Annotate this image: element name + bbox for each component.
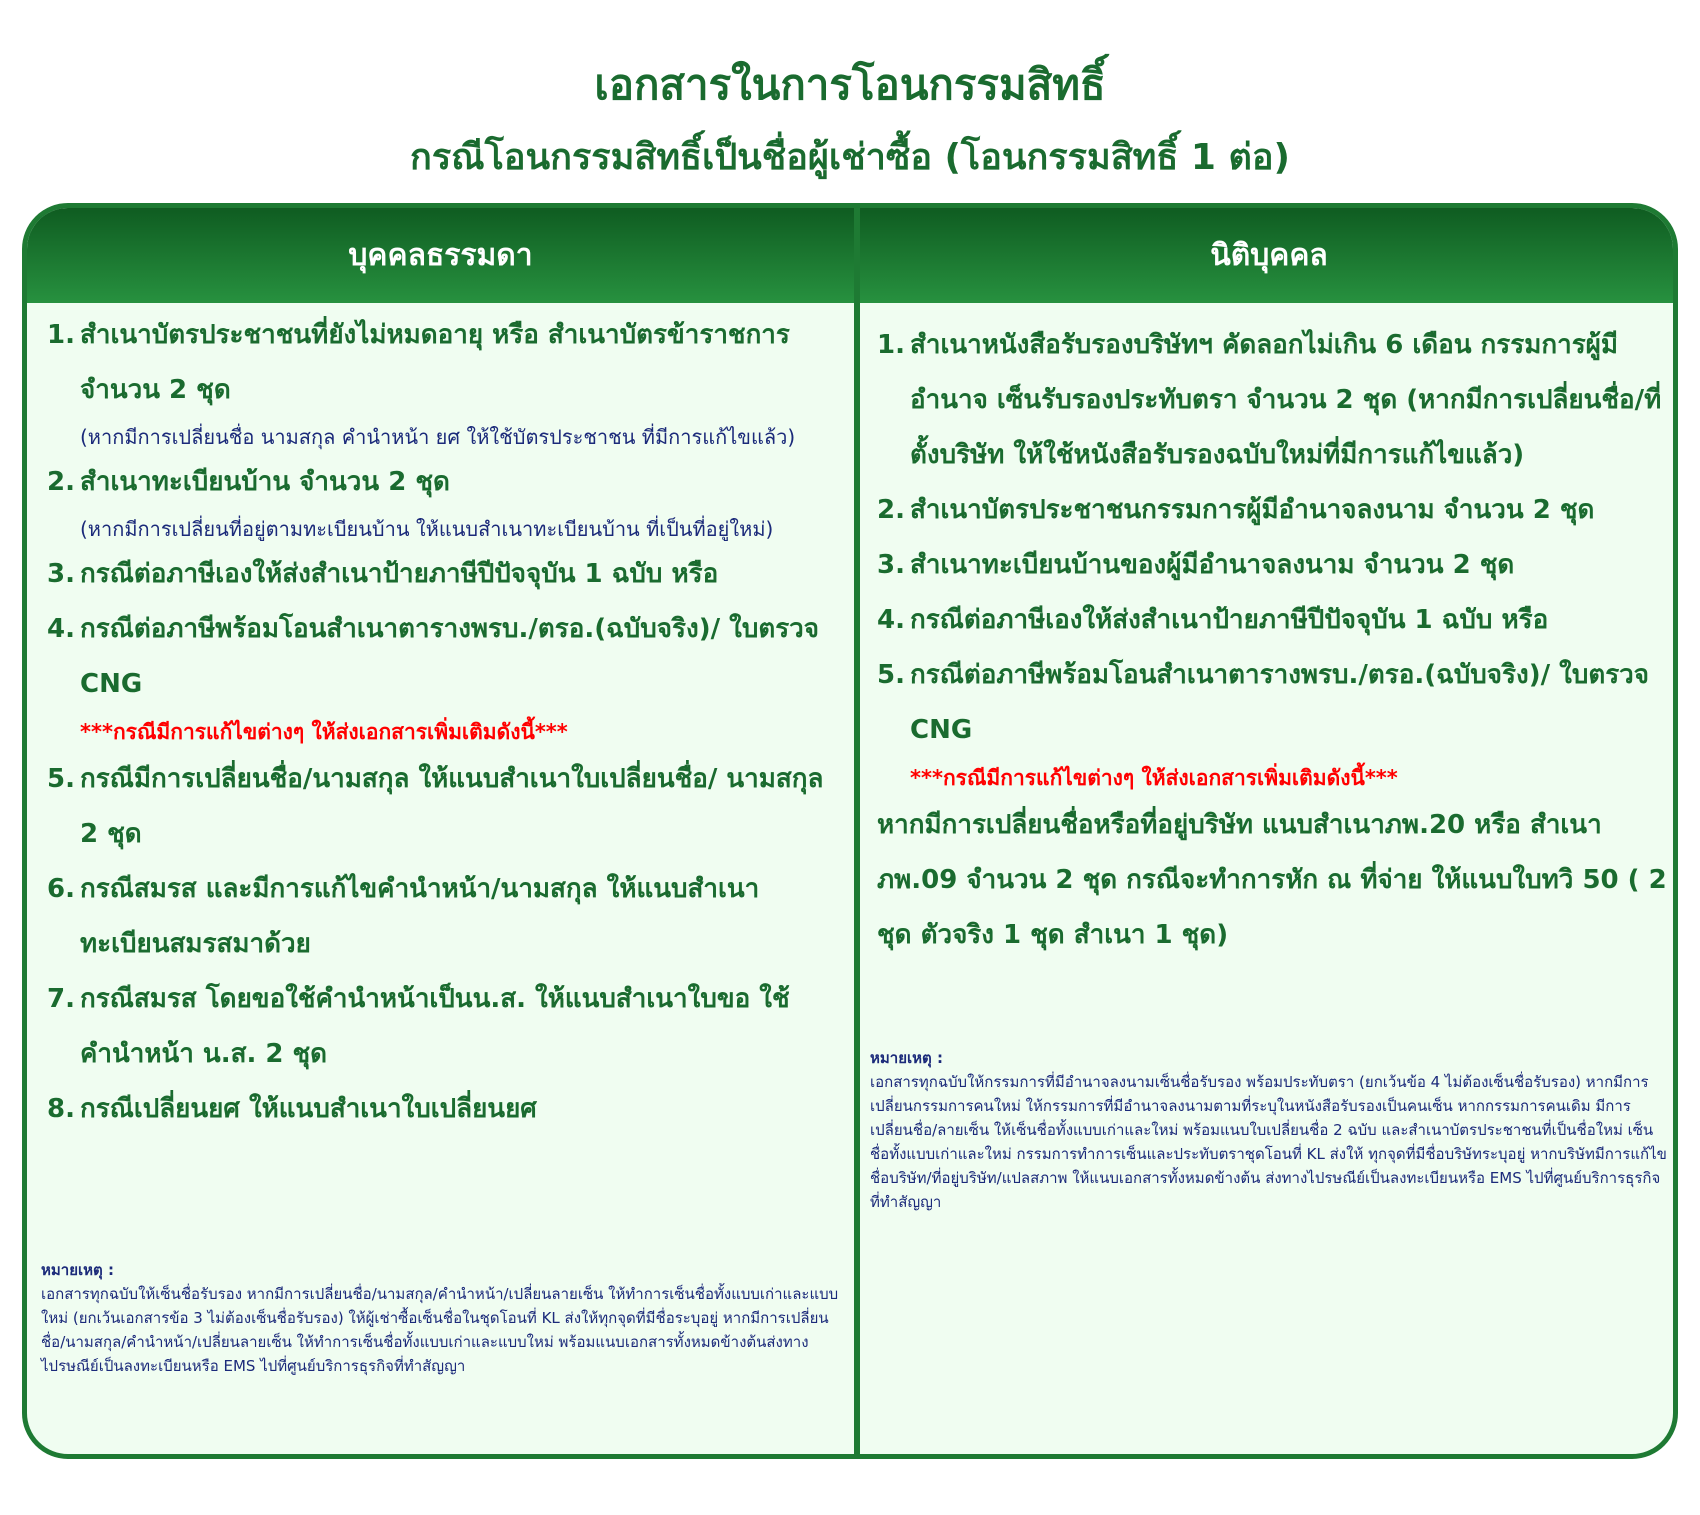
page-title: เอกสารในการโอนกรรมสิทธิ์: [594, 60, 1106, 109]
list-item: 3. สำเนาทะเบียนบ้านของผู้มีอำนาจลงนาม จำนวน 2 ชุด: [877, 550, 1515, 580]
remark-title: หมายเหตุ :: [41, 1261, 114, 1279]
juristic-header: นิติบุคคล: [860, 208, 1678, 303]
column-divider: [854, 208, 860, 1459]
list-item: 2. สำเนาทะเบียนบ้าน จำนวน 2 ชุด: [47, 467, 450, 497]
juristic-column: [877, 318, 1667, 963]
list-item: 3. กรณีต่อภาษีเองให้ส่งสำเนาป้ายภาษีปีปัจจุบัน 1 ฉบับ หรือ: [47, 559, 719, 589]
list-item: 5. กรณีต่อภาษีพร้อมโอนสำเนาตารางพรบ./ตรอ.(ฉบับจริง)/ ใบตรวจ CNG: [877, 660, 1650, 745]
juristic-remark: [870, 1046, 1670, 1214]
list-item: 2. สำเนาบัตรประชาชนกรรมการผู้มีอำนาจลงนาม จำนวน 2 ชุด: [877, 495, 1595, 525]
list-item: 6. กรณีสมรส และมีการแก้ไขคำนำหน้า/นามสกุล ให้แนบสำเนาทะเบียนสมรสมาด้วย: [47, 874, 760, 959]
list-item: 4. กรณีต่อภาษีเองให้ส่งสำเนาป้ายภาษีปีปัจจุบัน 1 ฉบับ หรือ: [877, 605, 1549, 635]
company-change-docs: หากมีการเปลี่ยนชื่อหรือที่อยู่บริษัท แนบสำเนาภพ.20 หรือ สำเนาภพ.09 จำนวน 2 ชุด กรณีจะทำการหัก ณ ที่จ่าย ให้แนบใบทวิ 50 ( 2 ชุด ตัวจริง 1 ชุด สำเนา 1 ชุด): [877, 810, 1667, 950]
remark-text: เอกสารทุกฉบับให้เซ็นชื่อรับรอง หากมีการเปลี่ยนชื่อ/นามสกุล/คำนำหน้า/เปลี่ยนลายเซ็น ให้ทำการเซ็นชื่อทั้งแบบเก่าและแบบใหม่ (ยกเว้นเอกสารข้อ 3 ไม่ต้องเซ็นชื่อรับรอง) ให้ผู้เช่าซื้อเซ็นชื่อในชุดโอนที่ KL ส่งให้ทุกจุดที่มีชื่อระบุอยู่ หากมีการเปลี่ยนชื่อ/นามสกุล/คำนำหน้า/เปลี่ยนลายเซ็น ให้ทำการเซ็นชื่อทั้งแบบเก่าและแบบใหม่ พร้อมแนบเอกสารทั้งหมดข้างต้นส่งทางไปรษณีย์เป็นลงทะเบียนหรือ EMS ไปที่ศูนย์บริการธุรกิจที่ทำสัญญา: [41, 1285, 839, 1375]
additional-docs-notice: ***กรณีมีการแก้ไขต่างๆ ให้ส่งเอกสารเพิ่มเติมดังนี้***: [910, 766, 1398, 790]
remark-title: หมายเหตุ :: [870, 1049, 943, 1067]
documents-panel: [22, 203, 1678, 1459]
list-item: 1. สำเนาหนังสือรับรองบริษัทฯ คัดลอกไม่เกิน 6 เดือน กรรมการผู้มีอำนาจ เซ็นรับรองประทับตรา จำนวน 2 ชุด (หากมีการเปลี่ยนชื่อ/ที่ตั้งบริษัท ให้ใช้หนังสือรับรองฉบับใหม่ที่มีการแก้ไขแล้ว): [877, 330, 1662, 470]
page-subtitle: กรณีโอนกรรมสิทธิ์เป็นชื่อผู้เช่าซื้อ (โอนกรรมสิทธิ์ 1 ต่อ): [410, 137, 1290, 178]
list-item: 4. กรณีต่อภาษีพร้อมโอนสำเนาตารางพรบ./ตรอ.(ฉบับจริง)/ ใบตรวจ CNG: [47, 614, 820, 699]
individual-header: บุคคลธรรมดา: [27, 208, 854, 303]
individual-column: [47, 308, 837, 1137]
list-item: 7. กรณีสมรส โดยขอใช้คำนำหน้าเป็นน.ส. ให้แนบสำเนาใบขอ ใช้คำนำหน้า น.ส. 2 ชุด: [47, 984, 790, 1069]
remark-text: เอกสารทุกฉบับให้กรรมการที่มีอำนาจลงนามเซ็นชื่อรับรอง พร้อมประทับตรา (ยกเว้นข้อ 4 ไม่ต้องเซ็นชื่อรับรอง) หากมีการเปลี่ยนกรรมการคนใหม่ ให้กรรมการที่มีอำนาจลงนามตามที่ระบุในหนังสือรับรองเป็นคนเซ็น หากกรรมการคนเดิม มีการเปลี่ยนชื่อ/ลายเซ็น ให้เซ็นชื่อทั้งแบบเก่าและใหม่ พร้อมแนบใบเปลี่ยนชื่อ 2 ฉบับ และสำเนาบัตรประชาชนที่เป็นชื่อใหม่ เซ็นชื่อทั้งแบบเก่าและใหม่ กรรมการทำการเซ็นและประทับตราชุดโอนที่ KL ส่งให้ ทุกจุดที่มีชื่อบริษัทระบุอยู่ หากบริษัทมีการแก้ไขชื่อบริษัท/ที่อยู่บริษัท/แปลสภาพ ให้แนบเอกสารทั้งหมดข้างต้น ส่งทางไปรษณีย์เป็นลงทะเบียนหรือ EMS ไปที่ศูนย์บริการธุรกิจที่ทำสัญญา: [870, 1073, 1667, 1211]
additional-docs-notice: ***กรณีมีการแก้ไขต่างๆ ให้ส่งเอกสารเพิ่มเติมดังนี้***: [80, 720, 568, 744]
list-item: 1. สำเนาบัตรประชาชนที่ยังไม่หมดอายุ หรือ สำเนาบัตรข้าราชการ จำนวน 2 ชุด: [47, 320, 790, 405]
list-item: 8. กรณีเปลี่ยนยศ ให้แนบสำเนาใบเปลี่ยนยศ: [47, 1094, 537, 1124]
item-note: (หากมีการเปลี่ยนที่อยู่ตามทะเบียนบ้าน ให้แนบสำเนาทะเบียนบ้าน ที่เป็นที่อยู่ใหม่): [80, 517, 774, 541]
individual-remark: [41, 1258, 841, 1378]
list-item: 5. กรณีมีการเปลี่ยนชื่อ/นามสกุล ให้แนบสำเนาใบเปลี่ยนชื่อ/ นามสกุล 2 ชุด: [47, 764, 824, 849]
item-note: (หากมีการเปลี่ยนชื่อ นามสกุล คำนำหน้า ยศ ให้ใช้บัตรประชาชน ที่มีการแก้ไขแล้ว): [80, 425, 796, 449]
